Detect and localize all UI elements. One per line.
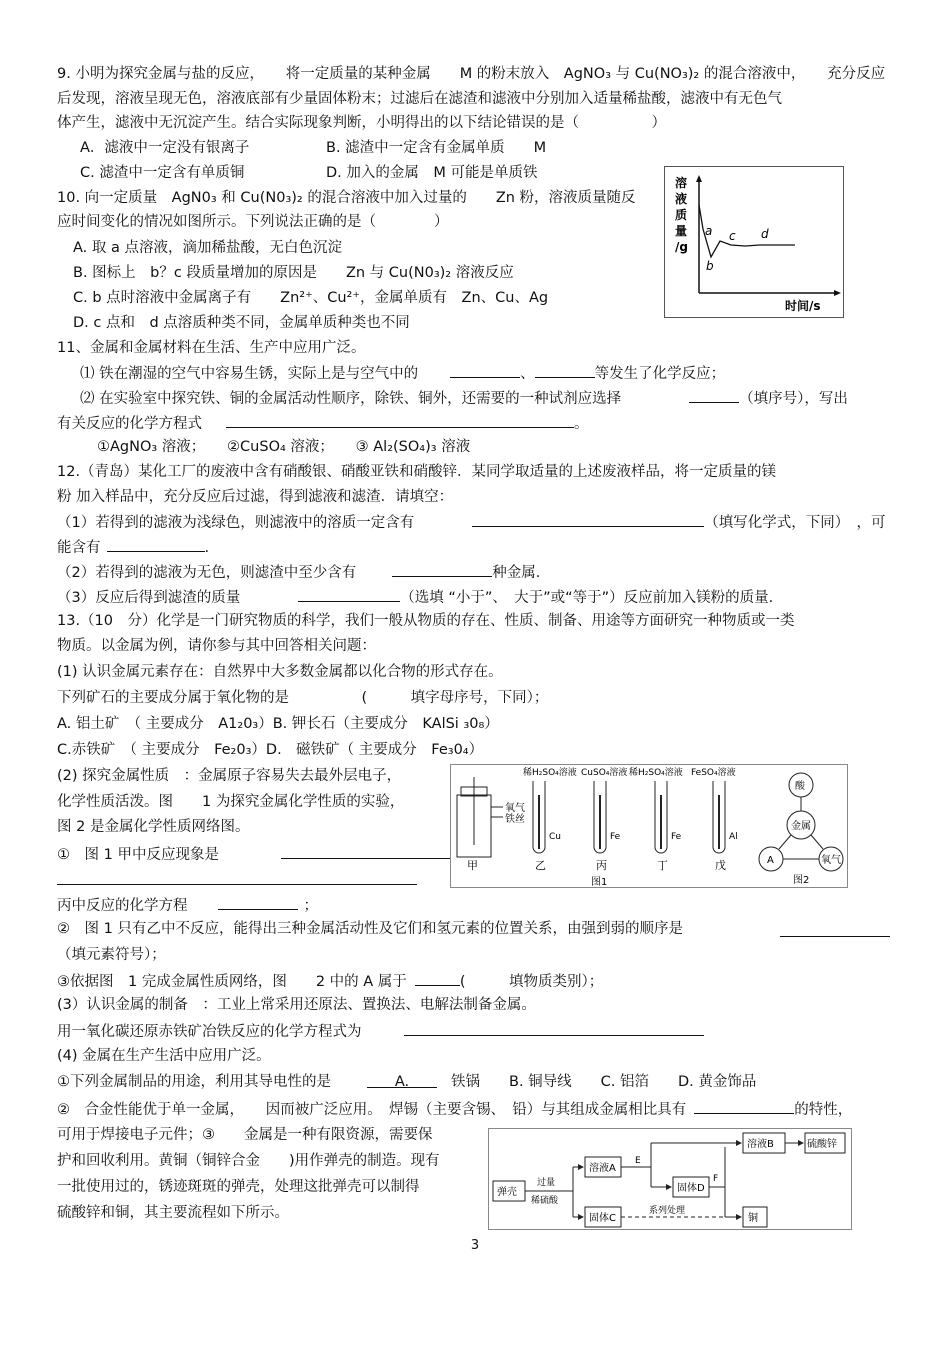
q13-s2g-text: ③依据图 1 完成金属性质网络，图 2 中的 A 属于 [57, 974, 407, 990]
q11-blank-4[interactable] [226, 413, 574, 428]
q12-blank-2[interactable] [107, 537, 205, 552]
q12-part1-end: （填写化学式，下同） ，可 [704, 515, 886, 531]
q13-s2e: ② 图 1 只有乙中不反应，能得出三种金属活动性及它们和氢元素的位置关系，由强到弱的顺序是 [57, 921, 683, 937]
q12-part3-end: （选填 “小于”、 大于”或“等于”）反应前加入镁粉的质量. [400, 590, 774, 606]
q9-line3: 体产生，滤液中无沉淀产生。结合实际现象判断，小明得出的以下结论错误的是（ ） [57, 115, 666, 131]
q13-s1: (1) 认识金属元素存在：自然界中大多数金属都以化合物的形式存在。 [57, 664, 503, 680]
graph-xlabel: 时间/s [785, 299, 821, 313]
q13-blank-1-cont[interactable] [57, 884, 417, 885]
q13-s3a-text: 用一氧化碳还原赤铁矿冶铁反应的化学方程式为 [57, 1024, 362, 1040]
q13-blank-6[interactable]: A. [367, 1073, 437, 1088]
tube-name-wu: 戊 [715, 859, 726, 872]
tube-name-bing: 丙 [596, 859, 607, 872]
q12-part3-text: （3）反应后得到滤渣的质量 [57, 590, 241, 606]
q13-s2: (2) 探究金属性质 ：金属原子容易失去最外层电子， [57, 768, 402, 784]
flow-solid-c: 固体C [589, 1213, 616, 1224]
jar-label-oxygen: 氧气 [505, 803, 525, 814]
tube-name-yi: 乙 [535, 859, 546, 872]
graph-ylabel-4: 量 [675, 224, 688, 238]
q9-option-d: D. 加入的金属 M 可能是单质铁 [326, 165, 538, 181]
q11-part3-end: 。 [574, 416, 589, 432]
q11-title: 11、金属和金属材料在生活、生产中应用广泛。 [57, 340, 366, 356]
q13-s3: (3）认识金属的制备 ：工业上常采用还原法、置换法、电解法制备金属。 [57, 997, 536, 1013]
tube-label-1: 稀H₂SO₄溶液 [523, 768, 577, 778]
tube-label-2: CuSO₄溶液 [581, 768, 628, 778]
q11-part1-end: 等发生了化学反应； [594, 366, 726, 382]
q13-s3a [57, 1021, 704, 1041]
q13-blank-4[interactable] [415, 971, 460, 986]
q9-option-a: A．滤液中一定没有银离子 [80, 140, 250, 156]
q12-part3 [57, 587, 773, 607]
metal-2: Fe [610, 832, 621, 842]
fig2-node-acid: 酸 [795, 781, 805, 792]
graph-ylabel-5: /g [675, 240, 688, 254]
q10-option-b: B. 图标上 b？c 段质量增加的原因是 Zn 与 Cu(N0₃)₂ 溶液反应 [73, 265, 514, 281]
q12-line1: 12.（青岛）某化工厂的废液中含有硝酸银、硝酸亚铁和硝酸锌．某同学取适量的上述废液样品，将一定质量的镁 [57, 464, 777, 480]
q10-option-d: D. c 点和 d 点溶质种类不同，金属单质种类也不同 [73, 315, 410, 331]
q12-part1-text: （1）若得到的滤液为浅绿色，则滤液中的溶质一定含有 [57, 515, 415, 531]
q13-s1a: 下列矿石的主要成分属于氧化物的是 ( 填字母序号，下同）； [57, 690, 549, 706]
q13-s4b-end: 的特性， [794, 1102, 853, 1118]
q13-s4a-options: 铁锅 B. 铜导线 C. 铝箔 D. 黄金饰品 [451, 1074, 757, 1090]
tube-label-4: FeSO₄溶液 [691, 768, 736, 778]
q13-s2d [57, 895, 318, 915]
q13-s2d-end: ； [303, 898, 318, 914]
q13-s2b: 图 2 是金属化学性质网络图。 [57, 819, 250, 835]
figure-1-2 [450, 764, 848, 888]
graph-ylabel-1: 溶 [675, 176, 688, 190]
graph-ylabel-2: 液 [675, 192, 688, 206]
q10-graph [664, 166, 844, 318]
tube-label-3: 稀H₂SO₄溶液 [629, 768, 683, 778]
graph-ylabel-3: 质 [675, 208, 688, 222]
tube-name-jia: 甲 [467, 859, 478, 872]
q13-s4a [57, 1073, 756, 1091]
graph-point-b: b [706, 259, 714, 273]
q10-line2: 应时间变化的情况如图所示。下列说法正确的是（ ） [57, 214, 449, 230]
q11-part2 [80, 388, 848, 408]
q11-blank-2[interactable] [535, 363, 595, 378]
q11-blank-1[interactable] [450, 363, 520, 378]
q12-part2-end: 种金属. [492, 565, 541, 581]
flow-start: 弹壳 [497, 1187, 517, 1198]
fig2-node-a: A [767, 855, 774, 866]
q13-s2d-text: 丙中反应的化学方程 [57, 898, 188, 914]
q10-option-a: A. 取 a 点溶液，滴加稀盐酸，无白色沉淀 [73, 240, 342, 256]
q10-line1: 10. 向一定质量 AgN0₃ 和 Cu(N0₃)₂ 的混合溶液中加入过量的 Zn 粉，溶液质量随反 [57, 190, 636, 206]
q13-s4a-text: ①下列金属制品的用途，利用其导电性的是 [57, 1074, 331, 1090]
q12-part1 [57, 512, 885, 532]
q13-s2c-text: ① 图 1 甲中反应现象是 [57, 847, 219, 863]
fig2-node-oxygen: 氧气 [821, 855, 841, 866]
q12-part2 [57, 562, 540, 582]
flow-diagram [488, 1128, 852, 1230]
jar-label-iron: 铁丝 [505, 814, 525, 825]
q13-s2a: 化学性质活泼。图 1 为探究金属化学性质的实验， [57, 794, 405, 810]
fig1-caption: 图1 [591, 877, 608, 887]
flow-copper: 铜 [748, 1213, 758, 1224]
metal-1: Cu [549, 832, 561, 842]
q12-blank-1[interactable] [472, 512, 704, 527]
fig2-caption: 图2 [793, 875, 810, 886]
q13-s4c: 可用于焊接电子元件；③ 金属是一种有限资源，需要保 [57, 1127, 433, 1143]
flow-f: F [713, 1174, 719, 1184]
q12-part1b [57, 537, 209, 557]
q13-s2c [57, 844, 457, 864]
q13-blank-5[interactable] [404, 1021, 704, 1036]
q13-line1: 13.（10 分）化学是一门研究物质的科学，我们一般从物质的存在、性质、制备、用途等方面研究一种物质或一类 [57, 613, 795, 629]
q13-blank-3[interactable] [780, 936, 890, 937]
tube-name-ding: 丁 [657, 859, 668, 872]
q11-part2-end: （填序号），写出 [739, 391, 848, 407]
q13-s4b [57, 1099, 852, 1119]
q12-blank-4[interactable] [298, 587, 400, 602]
metal-4: Al [729, 832, 738, 842]
q13-s1b: A. 铝土矿 （ 主要成分 A1₂0₃）B. 钾长石（主要成分 KAlSi ₃0₈） [57, 716, 499, 732]
flow-e: E [635, 1156, 641, 1166]
q13-line2: 物质。以金属为例，请你参与其中回答相关问题： [57, 638, 376, 654]
q9-line2: 后发现，溶液呈现无色，溶液底部有少量固体粉末；过滤后在滤渣和滤液中分别加入适量稀盐酸，滤液中有无色气 [57, 91, 782, 107]
q12-part2-text: （2）若得到的滤液为无色，则滤渣中至少含有 [57, 565, 357, 581]
q11-part3 [57, 413, 589, 433]
graph-point-c: c [729, 229, 736, 243]
q13-blank-1[interactable] [281, 844, 457, 859]
q13-s4e: 一批使用过的，锈迹斑斑的弹壳，处理这批弹壳可以制得 [57, 1179, 420, 1195]
metal-3: Fe [671, 832, 682, 842]
q13-s4: (4) 金属在生产生活中应用广泛。 [57, 1048, 271, 1064]
q12-part1b-end: . [204, 540, 210, 556]
graph-point-d: d [761, 227, 769, 241]
q13-s4d: 护和回收利用。黄铜（铜锌合金 )用作弹壳的制造。现有 [57, 1153, 440, 1169]
flow-step-bottom: 稀硫酸 [531, 1196, 559, 1206]
q13-s2g [57, 971, 603, 991]
q12-part1b-text: 能含有 [57, 540, 101, 556]
q10-option-c: C. b 点时溶液中金属离子有 Zn²⁺、Cu²⁺，金属单质有 Zn、Cu、Ag [73, 290, 549, 306]
q13-s4b-text: ② 合金性能优于单一金属， 因而被广泛应用。 焊锡（主要含锡、 铅）与其组成金属相比具有 [57, 1102, 687, 1118]
q11-part1 [80, 363, 725, 383]
q12-blank-3[interactable] [392, 562, 492, 577]
flow-solid-d: 固体D [677, 1183, 705, 1194]
q11-sep: 、 [520, 366, 535, 382]
fig2-node-metal: 金属 [791, 821, 811, 832]
q13-s4f: 硫酸锌和铜，其主要流程如下所示。 [57, 1205, 289, 1221]
q11-part1-text: ⑴ 铁在潮湿的空气中容易生锈，实际上是与空气中的 [80, 366, 419, 382]
q11-blank-3[interactable] [689, 388, 739, 403]
q9-option-c: C. 滤渣中一定含有单质铜 [80, 165, 245, 181]
q11-options: ①AgNO₃ 溶液； ②CuSO₄ 溶液； ③ Al₂(SO₄)₃ 溶液 [97, 439, 471, 455]
page-number: 3 [470, 1238, 480, 1253]
q13-s1c: C.赤铁矿 （ 主要成分 Fe₂0₃）D. 磁铁矿（ 主要成分 Fe₃0₄） [57, 742, 484, 758]
q13-blank-7[interactable] [694, 1099, 794, 1114]
q13-s2g-end: ( 填物质类别）； [459, 974, 604, 990]
q11-part3-text: 有关反应的化学方程式 [57, 416, 202, 432]
q12-line2: 粉 加入样品中，充分反应后过滤，得到滤液和滤渣．请填空： [57, 489, 454, 505]
flow-series: 系列处理 [649, 1206, 686, 1216]
flow-sol-a: 溶液A [589, 1163, 616, 1174]
flow-sol-b: 溶液B [747, 1139, 774, 1150]
q9-line1: 9. 小明为探究金属与盐的反应， 将一定质量的某种金属 M 的粉末放入 AgNO₃ 与 Cu(NO₃)₂ 的混合溶液中， 充分反应 [57, 66, 886, 82]
flow-step-top: 过量 [537, 1178, 556, 1188]
q9-option-b: B. 滤渣中一定含有金属单质 M [326, 140, 547, 156]
graph-point-a: a [705, 224, 713, 238]
q11-part2-text: ⑵ 在实验室中探究铁、铜的金属活动性顺序，除铁、铜外，还需要的一种试剂应选择 [80, 391, 622, 407]
q13-s2f: （填元素符号）； [57, 947, 166, 963]
q13-blank-2[interactable] [218, 895, 298, 910]
flow-zinc-sulfate: 硫酸锌 [807, 1139, 837, 1150]
